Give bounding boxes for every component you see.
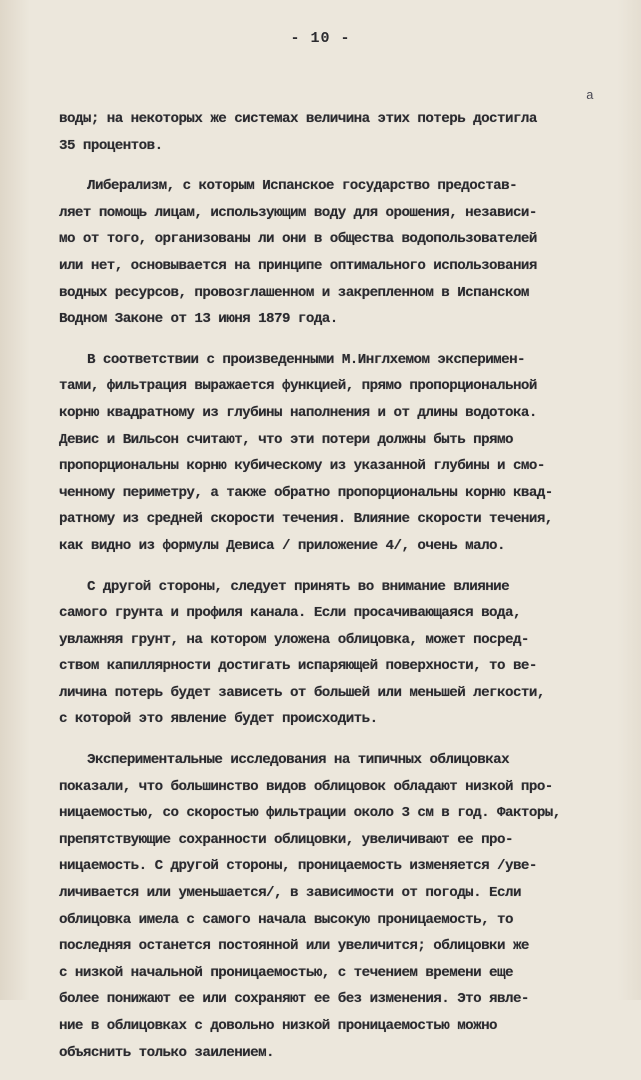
text-line: последняя останется постоянной или увеличится; облицовки же bbox=[59, 938, 529, 955]
paragraph bbox=[59, 106, 637, 159]
text-line: объяснить только заилением. bbox=[59, 1044, 275, 1061]
text-line: более понижают ее или сохраняют ее без изменения. Это явле- bbox=[59, 991, 529, 1008]
text-line: препятствующие сохранности облицовки, увеличивают ее про- bbox=[59, 831, 513, 848]
text-line: увлажняя грунт, на котором уложена облицовка, может посред- bbox=[59, 631, 529, 648]
text-line: ченному периметру, а также обратно пропорциональны корню квад- bbox=[59, 484, 553, 501]
paragraph bbox=[59, 347, 637, 560]
text-line: тами, фильтрация выражается функцией, прямо пропорциональной bbox=[59, 378, 537, 395]
text-line: корню квадратному из глубины наполнения и от длины водотока. bbox=[59, 404, 537, 421]
text-line: ратному из средней скорости течения. Влияние скорости течения, bbox=[59, 511, 553, 528]
text-line: С другой стороны, следует принять во внимание влияние bbox=[87, 578, 510, 595]
text-line: или нет, основывается на принципе оптимального использования bbox=[59, 257, 537, 274]
text-line: В соответствии с произведенными М.Инглхемом эксперимен- bbox=[87, 351, 526, 368]
text-line: облицовка имела с самого начала высокую проницаемость, то bbox=[59, 911, 513, 928]
text-line: личина потерь будет зависеть от большей или меньшей легкости, bbox=[59, 684, 545, 701]
text-line: ние в облицовках с довольно низкой проницаемостью можно bbox=[59, 1018, 498, 1034]
text-line: Девис и Вильсон считают, что эти потери должны быть прямо bbox=[59, 431, 513, 448]
text-line: Водном Законе от 13 июня 1879 года. bbox=[59, 311, 338, 328]
text-line: пропорциональны корню кубическому из указанной глубины и смо- bbox=[59, 458, 545, 475]
text-line: водных ресурсов, провозглашенном и закрепленном в Испанском bbox=[59, 284, 529, 301]
text-line: 35 процентов. bbox=[59, 137, 163, 154]
text-line: как видно из формулы Девиса / приложение 4/, очень мало. bbox=[59, 537, 505, 554]
text-line: с которой это явление будет происходить. bbox=[59, 711, 378, 728]
paragraph bbox=[59, 747, 637, 1066]
handwritten-correction-mark: a bbox=[586, 88, 594, 103]
text-line: мо от того, организованы ли они в общества водопользователей bbox=[59, 231, 537, 248]
text-line: личивается или уменьшается/, в зависимости от погоды. Если bbox=[59, 885, 521, 902]
text-line: ницаемость. С другой стороны, проницаемость изменяется /уве- bbox=[59, 858, 537, 875]
text-line: воды; на некоторых же системах величина этих потерь достигла bbox=[59, 111, 537, 127]
text-line: самого грунта и профиля канала. Если просачивающаяся вода, bbox=[59, 605, 521, 622]
text-line: с низкой начальной проницаемостью, с течением времени еще bbox=[59, 964, 513, 981]
paragraph bbox=[59, 173, 637, 333]
text-line: Экспериментальные исследования на типичных облицовках bbox=[87, 752, 510, 769]
page-number: - 10 - bbox=[290, 30, 351, 47]
text-line: Либерализм, с которым Испанское государство предостав- bbox=[87, 178, 518, 195]
paragraph bbox=[59, 574, 637, 734]
text-line: ством капиллярности достигать испаряющей поверхности, то ве- bbox=[59, 658, 537, 675]
text-line: ницаемостью, со скоростью фильтрации около 3 см в год. Факторы, bbox=[59, 805, 561, 822]
text-line: показали, что большинство видов облицовок обладают низкой про- bbox=[59, 778, 553, 795]
document-body bbox=[59, 106, 637, 1080]
text-line: ляет помощь лицам, использующим воду для орошения, независи- bbox=[59, 204, 537, 221]
